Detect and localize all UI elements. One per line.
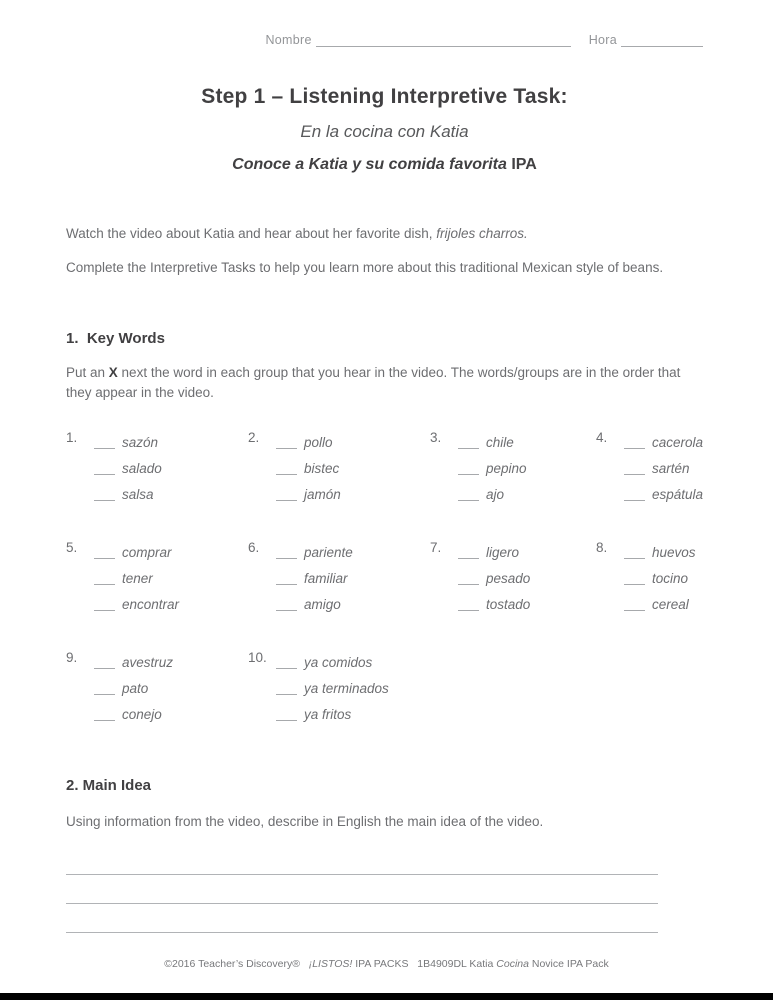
group-number: 2. (248, 430, 260, 445)
answer-blank (624, 546, 645, 559)
word-label: ya fritos (304, 706, 352, 722)
word-groups-grid (66, 429, 703, 727)
word-label: pepino (486, 460, 527, 476)
answer-blank (94, 598, 115, 611)
page-subtitle-2 (66, 156, 703, 174)
word-label: comprar (122, 544, 172, 560)
answer-write-line (66, 875, 658, 904)
answer-blank (624, 598, 645, 611)
word-label: ligero (486, 544, 520, 560)
section1-instructions (66, 363, 703, 403)
answer-blank (624, 436, 645, 449)
answer-blank (94, 546, 115, 559)
answer-blank (94, 488, 115, 501)
word-label: salsa (122, 486, 154, 502)
answer-blank (276, 656, 297, 669)
intro-paragraph-1 (66, 224, 703, 244)
name-hour-header (66, 0, 703, 47)
word-label: tostado (486, 596, 531, 612)
answer-blank (94, 682, 115, 695)
word-group-10 (248, 649, 430, 727)
answer-blank (276, 488, 297, 501)
word-label: avestruz (122, 654, 174, 670)
word-label: sartén (652, 460, 690, 476)
word-label: cacerola (652, 434, 704, 450)
word-group-6 (248, 539, 430, 617)
footer-listos: ¡LISTOS! (308, 958, 353, 970)
answer-blank (458, 488, 479, 501)
section2-heading: 2. Main Idea (66, 777, 152, 794)
answer-blank (94, 656, 115, 669)
word-label: salado (122, 460, 162, 476)
word-label: conejo (122, 706, 162, 722)
group-number: 3. (430, 430, 442, 445)
section2-instructions: Using information from the video, describe in English the main idea of the video. (66, 814, 544, 829)
group-number: 1. (66, 430, 78, 445)
word-group-4 (596, 429, 703, 507)
answer-blank (458, 598, 479, 611)
word-group-8 (596, 539, 703, 617)
word-label: espátula (652, 486, 704, 502)
word-label: encontrar (122, 596, 180, 612)
intro1-normal: Watch the video about Katia and hear about her favorite dish, (66, 226, 437, 241)
answer-blank (624, 488, 645, 501)
group-number: 8. (596, 540, 608, 555)
answer-blank (94, 708, 115, 721)
nombre-label: Nombre (265, 33, 312, 47)
answer-blank (624, 462, 645, 475)
instr-pre: Put an (66, 365, 109, 380)
page-title: Step 1 – Listening Interpretive Task: (201, 85, 568, 108)
word-label: ya terminados (304, 680, 389, 696)
answer-blank (276, 462, 297, 475)
page-bottom-edge (0, 993, 773, 1000)
group-number: 4. (596, 430, 608, 445)
word-group-9 (66, 649, 248, 727)
word-label: ajo (486, 486, 505, 502)
word-label: tener (122, 570, 153, 586)
answer-blank (458, 436, 479, 449)
answer-blank (458, 546, 479, 559)
answer-blank (458, 462, 479, 475)
group-number: 10. (248, 650, 267, 665)
word-group-5 (66, 539, 248, 617)
word-label: sazón (122, 434, 159, 450)
answer-blank (458, 572, 479, 585)
section1-heading: 1. Key Words (66, 330, 165, 347)
group-number: 9. (66, 650, 78, 665)
hora-blank-line (621, 32, 703, 47)
answer-blank (276, 572, 297, 585)
main-idea-answer-area (66, 846, 658, 933)
answer-blank (276, 436, 297, 449)
word-group-7 (430, 539, 596, 617)
answer-blank (276, 598, 297, 611)
word-label: jamón (304, 486, 341, 502)
group-number: 5. (66, 540, 78, 555)
word-label: huevos (652, 544, 696, 560)
word-label: amigo (304, 596, 341, 612)
answer-blank (624, 572, 645, 585)
subtitle2-italic-part: Conoce a Katia y su comida favorita (232, 156, 507, 173)
word-label: chile (486, 434, 514, 450)
word-label: ya comidos (304, 654, 373, 670)
word-group-3 (430, 429, 596, 507)
answer-write-line (66, 904, 658, 933)
answer-blank (94, 462, 115, 475)
word-label: pollo (304, 434, 333, 450)
word-label: familiar (304, 570, 348, 586)
answer-blank (276, 546, 297, 559)
intro1-italic: frijoles charros. (436, 226, 528, 241)
answer-write-line (66, 846, 658, 875)
word-label: pato (122, 680, 149, 696)
hora-label: Hora (588, 33, 617, 47)
group-number: 6. (248, 540, 260, 555)
title-block (66, 85, 703, 174)
page-subtitle: En la cocina con Katia (300, 122, 469, 141)
answer-blank (276, 708, 297, 721)
answer-blank (94, 436, 115, 449)
footer-cocina: Cocina (496, 958, 529, 970)
footer-part-1: ©2016 Teacher’s Discovery® (164, 958, 309, 970)
answer-blank (94, 572, 115, 585)
word-label: cereal (652, 596, 689, 612)
instr-post: next the word in each group that you hear in the video. The words/groups are in the order that they appear in the video. (66, 365, 681, 400)
group-number: 7. (430, 540, 442, 555)
intro-paragraph-2: Complete the Interpretive Tasks to help you learn more about this traditional Mexican style of beans. (66, 260, 664, 275)
footer-part-3: IPA PACKS 1B4909DL Katia (352, 958, 497, 970)
word-group-2 (248, 429, 430, 507)
subtitle2-suffix: IPA (506, 156, 537, 173)
word-group-1 (66, 429, 248, 507)
word-label: pesado (486, 570, 531, 586)
answer-blank (276, 682, 297, 695)
word-label: pariente (304, 544, 353, 560)
word-label: bistec (304, 460, 340, 476)
word-label: tocino (652, 570, 689, 586)
nombre-blank-line (316, 32, 571, 47)
footer-copyright (0, 958, 773, 970)
instr-x: X (108, 365, 118, 380)
footer-part-5: Novice IPA Pack (528, 958, 609, 970)
